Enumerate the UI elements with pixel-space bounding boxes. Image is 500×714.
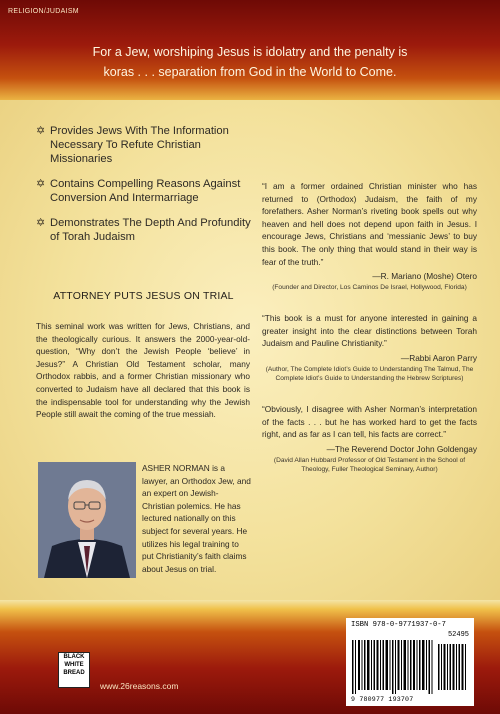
endorsement-3 <box>262 403 477 474</box>
bullet-item <box>36 124 251 166</box>
tagline <box>40 42 460 82</box>
endorsement-affiliation: (Founder and Director, Los Caminos De Israel, Hollywood, Florida) <box>272 284 467 292</box>
star-of-david-icon: ✡ <box>36 178 46 190</box>
book-description: This seminal work was written for Jews, Christians, and the theologically curious. It answers the 2000-year-old-question, “Why don’t the Jewish People ‘believe’ in Jesus?” A Christian Old Testament scholar, many Orthodox rabbis, and a former Christian missionary who converted to Judaism have all declared that this book is the indispensable tool for understanding why the Jewish People still await the coming of the true messiah. <box>36 321 250 420</box>
author-bio <box>36 462 251 578</box>
endorsement-quote: “Obviously, I disagree with Asher Norman’s interpretation of the facts . . . but he has worked hard to get the facts right, and as far as I can tell, his facts are correct.” <box>262 403 477 440</box>
endorsement-2 <box>262 312 477 383</box>
isbn-number: ISBN 978-0-9771937-0-7 <box>351 621 446 629</box>
publisher-logo: BLACK WHITE BREAD <box>58 652 90 688</box>
endorsement-attribution: —The Reverend Doctor John Goldengay <box>326 443 477 454</box>
endorsement-affiliation: (Author, The Complete Idiot’s Guide to Understanding The Talmud, The Complete Idiot’s Guide to Understanding the Hebrew Scriptures) <box>265 365 474 382</box>
barcode <box>346 618 474 706</box>
section-heading: ATTORNEY PUTS JESUS ON TRIAL <box>53 290 234 302</box>
endorsement-affiliation: (David Allan Hubbard Professor of Old Testament in the School of Theology, Fuller Theological Seminary, Author) <box>273 456 466 473</box>
endorsement-attribution: —Rabbi Aaron Parry <box>400 352 477 363</box>
tagline-line-2: koras . . . separation from God in the World to Come. <box>103 65 397 79</box>
bullet-item <box>36 177 251 205</box>
category-label: RELIGION/JUDAISM <box>8 8 79 15</box>
ean-digits: 9 780977 193707 <box>351 696 414 703</box>
barcode-bars <box>346 618 474 706</box>
tagline-line-1: For a Jew, worshiping Jesus is idolatry and the penalty is <box>92 45 408 59</box>
endorsement-1 <box>262 180 477 292</box>
price-code: 52495 <box>447 631 469 639</box>
website-url: www.26reasons.com <box>100 681 179 691</box>
bullet-text: Demonstrates The Depth And Profundity of Torah Judaism <box>50 217 251 243</box>
author-bio-text: ASHER NORMAN is a lawyer, an Orthodox Jew, and an expert on Jewish-Christian polemics. He has lectured nationally on this subject for several years. He utilizes his legal training to put Christianity’s faith claims about Jesus on trial. <box>142 463 251 574</box>
star-of-david-icon: ✡ <box>36 125 46 137</box>
star-of-david-icon: ✡ <box>36 217 46 229</box>
bullet-list <box>36 124 251 255</box>
endorsement-attribution: —R. Mariano (Moshe) Otero <box>372 271 477 282</box>
bullet-text: Provides Jews With The Information Necessary To Refute Christian Missionaries <box>50 125 229 165</box>
endorsement-quote: “I am a former ordained Christian minister who has returned to (Orthodox) Judaism, the faith of my forefathers. Asher Norman’s riveting book spells out why heaven and hell does not depend upon faith in Jesus. I encourage Jews, Christians and ‘messianic Jews’ to buy this book. The only thing that would stand in their way is fear of the truth.” <box>262 181 477 267</box>
endorsement-quote: “This book is a must for anyone interested in gaining a greater insight into the clear distinctions between Torah Judaism and Pauline Christianity.” <box>262 313 477 349</box>
bullet-text: Contains Compelling Reasons Against Conversion And Intermarriage <box>50 178 241 204</box>
bullet-item <box>36 216 251 244</box>
endorsements <box>262 180 477 474</box>
